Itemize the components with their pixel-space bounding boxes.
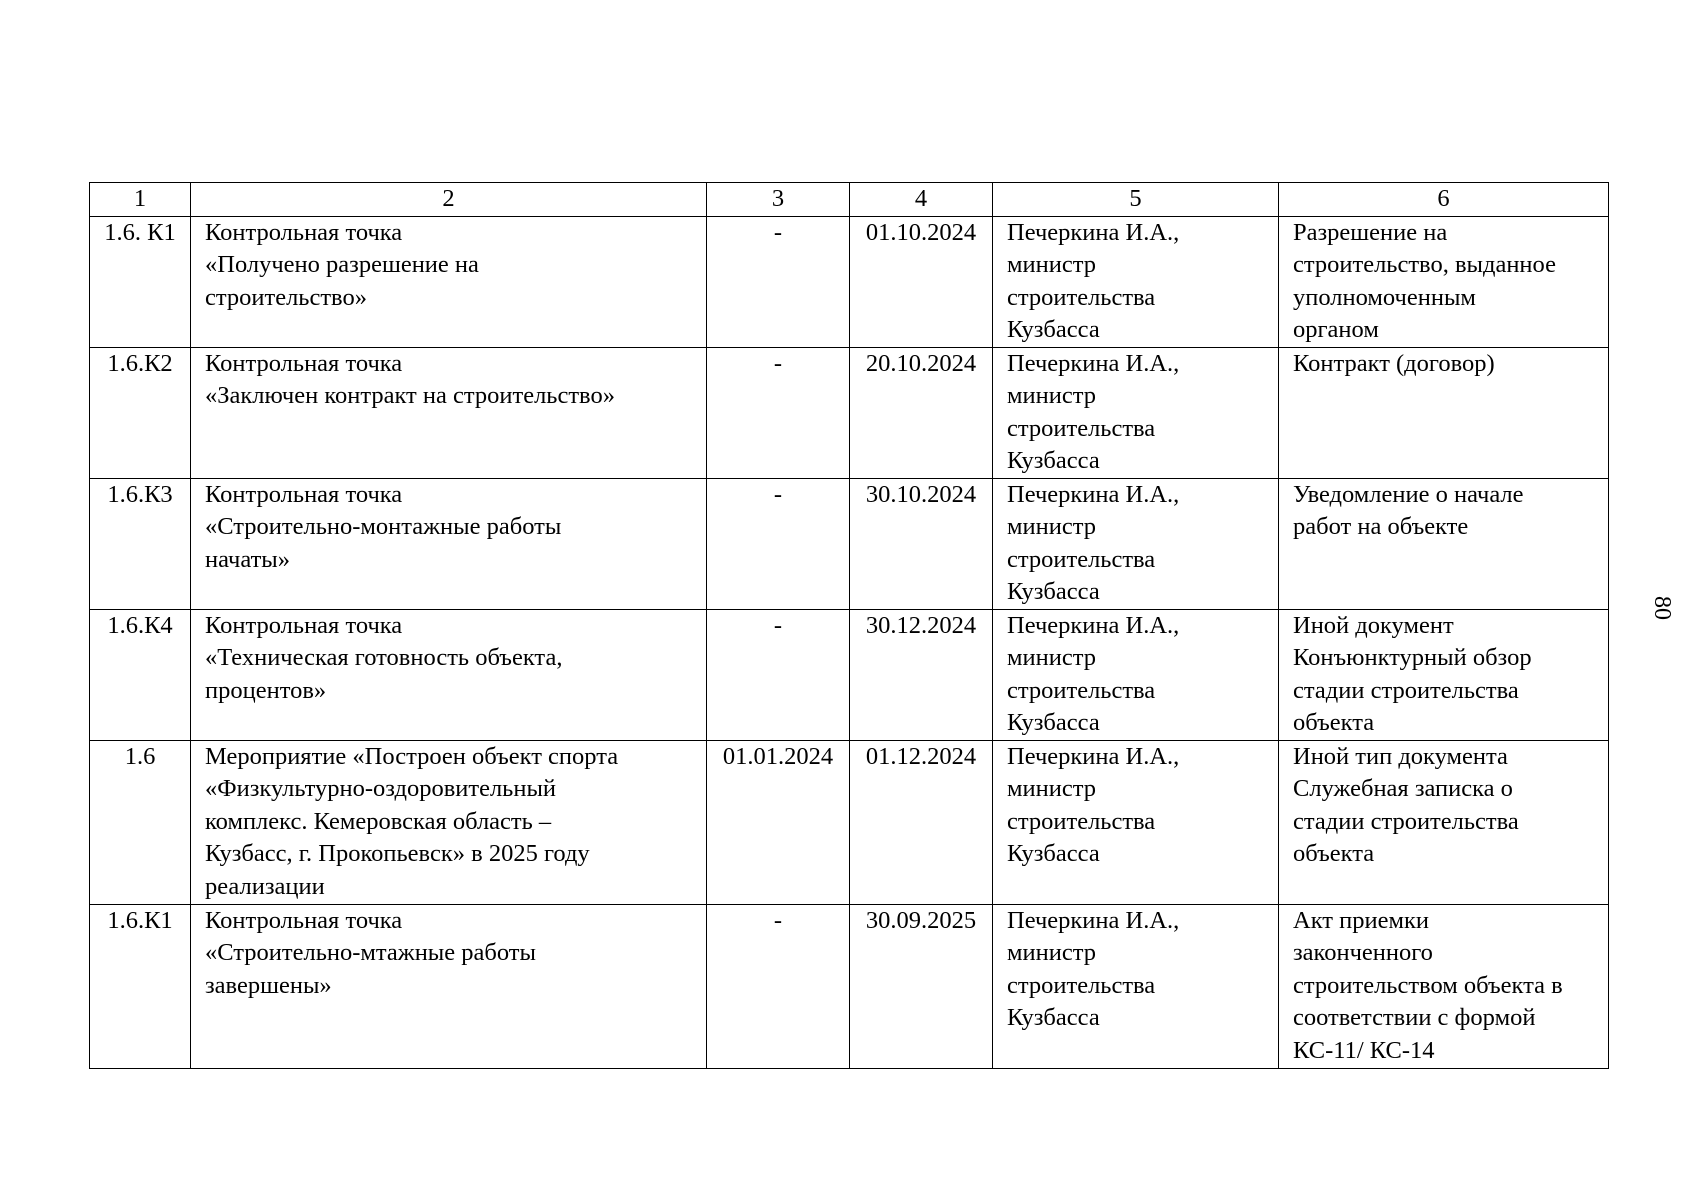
row-start-date: - bbox=[707, 904, 850, 1068]
row-start-date: - bbox=[707, 609, 850, 740]
row-responsible: Печеркина И.А., министр строительства Кузбасса bbox=[993, 216, 1279, 347]
table-row bbox=[90, 347, 1609, 478]
table-row bbox=[90, 740, 1609, 904]
row-end-date: 20.10.2024 bbox=[850, 347, 993, 478]
row-end-date: 30.12.2024 bbox=[850, 609, 993, 740]
row-document: Уведомление о начале работ на объекте bbox=[1279, 478, 1609, 609]
row-number: 1.6. К1 bbox=[90, 216, 191, 347]
table-row bbox=[90, 216, 1609, 347]
row-number: 1.6.К2 bbox=[90, 347, 191, 478]
row-start-date: 01.01.2024 bbox=[707, 740, 850, 904]
table-row bbox=[90, 478, 1609, 609]
row-responsible: Печеркина И.А., министр строительства Кузбасса bbox=[993, 904, 1279, 1068]
column-number-2: 2 bbox=[191, 183, 707, 217]
row-responsible: Печеркина И.А., министр строительства Кузбасса bbox=[993, 740, 1279, 904]
row-responsible: Печеркина И.А., министр строительства Кузбасса bbox=[993, 347, 1279, 478]
row-end-date: 01.10.2024 bbox=[850, 216, 993, 347]
row-name: Контрольная точка «Техническая готовность объекта, процентов» bbox=[191, 609, 707, 740]
column-number-1: 1 bbox=[90, 183, 191, 217]
row-number: 1.6.К1 bbox=[90, 904, 191, 1068]
row-name: Контрольная точка «Строительно-мтажные работы завершены» bbox=[191, 904, 707, 1068]
row-name: Контрольная точка «Получено разрешение на строительство» bbox=[191, 216, 707, 347]
row-start-date: - bbox=[707, 478, 850, 609]
row-responsible: Печеркина И.А., министр строительства Кузбасса bbox=[993, 609, 1279, 740]
row-start-date: - bbox=[707, 347, 850, 478]
column-number-5: 5 bbox=[993, 183, 1279, 217]
row-document: Иной тип документа Служебная записка о стадии строительства объекта bbox=[1279, 740, 1609, 904]
row-number: 1.6 bbox=[90, 740, 191, 904]
column-number-3: 3 bbox=[707, 183, 850, 217]
schedule-table bbox=[89, 182, 1609, 1069]
row-responsible: Печеркина И.А., министр строительства Кузбасса bbox=[993, 478, 1279, 609]
table-row bbox=[90, 904, 1609, 1068]
row-document: Разрешение на строительство, выданное уполномоченным органом bbox=[1279, 216, 1609, 347]
table-row bbox=[90, 609, 1609, 740]
row-name: Мероприятие «Построен объект спорта «Физкультурно-оздоровительный комплекс. Кемеровская область – Кузбасс, г. Прокопьевск» в 2025 году реализации bbox=[191, 740, 707, 904]
row-document: Акт приемки законченного строительством объекта в соответствии с формой КС-11/ КС-14 bbox=[1279, 904, 1609, 1068]
table-header-row bbox=[90, 183, 1609, 217]
row-number: 1.6.К4 bbox=[90, 609, 191, 740]
column-number-6: 6 bbox=[1279, 183, 1609, 217]
page-number: 80 bbox=[1649, 596, 1675, 620]
row-start-date: - bbox=[707, 216, 850, 347]
row-document: Иной документ Конъюнктурный обзор стадии строительства объекта bbox=[1279, 609, 1609, 740]
row-end-date: 30.09.2025 bbox=[850, 904, 993, 1068]
row-number: 1.6.К3 bbox=[90, 478, 191, 609]
row-document: Контракт (договор) bbox=[1279, 347, 1609, 478]
column-number-4: 4 bbox=[850, 183, 993, 217]
row-end-date: 30.10.2024 bbox=[850, 478, 993, 609]
row-end-date: 01.12.2024 bbox=[850, 740, 993, 904]
row-name: Контрольная точка «Заключен контракт на строительство» bbox=[191, 347, 707, 478]
row-name: Контрольная точка «Строительно-монтажные работы начаты» bbox=[191, 478, 707, 609]
